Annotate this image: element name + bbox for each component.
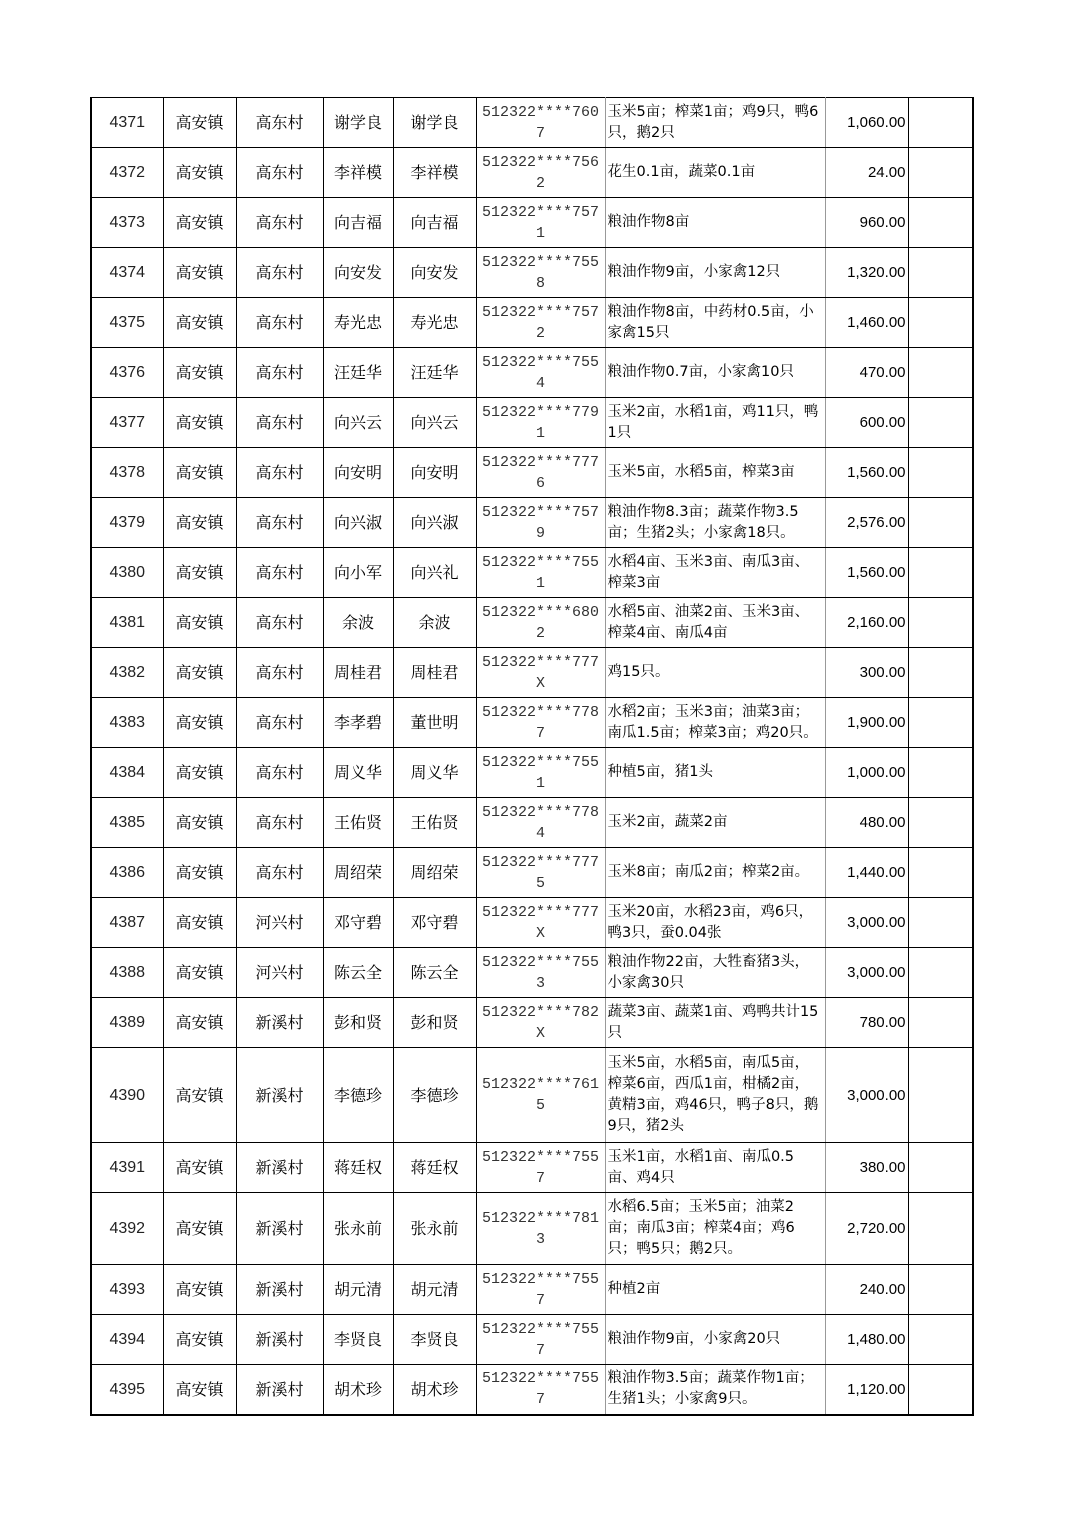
name-cell: 向兴淑 xyxy=(323,498,393,548)
town-cell: 高安镇 xyxy=(163,298,236,348)
name-cell: 胡元清 xyxy=(323,1265,393,1315)
village-cell: 高东村 xyxy=(236,498,323,548)
blank-cell xyxy=(908,848,973,898)
description-cell: 水稻2亩；玉米3亩；油菜3亩；南瓜1.5亩；榨菜3亩；鸡20只。 xyxy=(605,698,825,748)
village-cell: 高东村 xyxy=(236,198,323,248)
description-cell: 花生0.1亩，蔬菜0.1亩 xyxy=(605,148,825,198)
row-number: 4394 xyxy=(91,1315,163,1365)
name-cell: 周绍荣 xyxy=(323,848,393,898)
blank-cell xyxy=(908,498,973,548)
id-number-cell: 512322****777X xyxy=(476,898,605,948)
amount-cell: 780.00 xyxy=(825,998,908,1048)
id-number-cell: 512322****7558 xyxy=(476,248,605,298)
amount-cell: 3,000.00 xyxy=(825,948,908,998)
id-number-cell: 512322****7813 xyxy=(476,1193,605,1265)
description-cell: 粮油作物0.7亩，小家禽10只 xyxy=(605,348,825,398)
amount-cell: 470.00 xyxy=(825,348,908,398)
row-number: 4375 xyxy=(91,298,163,348)
name-cell: 向安发 xyxy=(323,248,393,298)
table-row xyxy=(91,548,973,598)
table-row xyxy=(91,648,973,698)
row-number: 4374 xyxy=(91,248,163,298)
row-number: 4388 xyxy=(91,948,163,998)
id-number-cell: 512322****7784 xyxy=(476,798,605,848)
village-cell: 新溪村 xyxy=(236,998,323,1048)
id-number-cell: 512322****6802 xyxy=(476,598,605,648)
description-cell: 粮油作物8亩，中药材0.5亩，小家禽15只 xyxy=(605,298,825,348)
name-cell: 向兴云 xyxy=(323,398,393,448)
town-cell: 高安镇 xyxy=(163,748,236,798)
id-number-cell: 512322****7554 xyxy=(476,348,605,398)
id-number-cell: 512322****7557 xyxy=(476,1265,605,1315)
name-cell: 李孝碧 xyxy=(323,698,393,748)
table-row xyxy=(91,298,973,348)
row-number: 4389 xyxy=(91,998,163,1048)
blank-cell xyxy=(908,598,973,648)
description-cell: 粮油作物3.5亩；蔬菜作物1亩；生猪1头；小家禽9只。 xyxy=(605,1365,825,1415)
account-holder-cell: 向兴淑 xyxy=(393,498,476,548)
name-cell: 胡术珍 xyxy=(323,1365,393,1415)
town-cell: 高安镇 xyxy=(163,698,236,748)
table-row xyxy=(91,1365,973,1415)
village-cell: 新溪村 xyxy=(236,1265,323,1315)
account-holder-cell: 李德珍 xyxy=(393,1048,476,1143)
table-row xyxy=(91,448,973,498)
amount-cell: 2,720.00 xyxy=(825,1193,908,1265)
id-number-cell: 512322****7557 xyxy=(476,1315,605,1365)
name-cell: 谢学良 xyxy=(323,98,393,148)
row-number: 4371 xyxy=(91,98,163,148)
name-cell: 王佑贤 xyxy=(323,798,393,848)
village-cell: 高东村 xyxy=(236,548,323,598)
blank-cell xyxy=(908,1265,973,1315)
description-cell: 水稻5亩、油菜2亩、玉米3亩、榨菜4亩、南瓜4亩 xyxy=(605,598,825,648)
village-cell: 高东村 xyxy=(236,148,323,198)
table-row xyxy=(91,948,973,998)
name-cell: 彭和贤 xyxy=(323,998,393,1048)
account-holder-cell: 胡术珍 xyxy=(393,1365,476,1415)
table-row xyxy=(91,748,973,798)
amount-cell: 380.00 xyxy=(825,1143,908,1193)
account-holder-cell: 余波 xyxy=(393,598,476,648)
village-cell: 新溪村 xyxy=(236,1365,323,1415)
blank-cell xyxy=(908,398,973,448)
town-cell: 高安镇 xyxy=(163,898,236,948)
amount-cell: 2,576.00 xyxy=(825,498,908,548)
village-cell: 高东村 xyxy=(236,448,323,498)
row-number: 4393 xyxy=(91,1265,163,1315)
id-number-cell: 512322****7579 xyxy=(476,498,605,548)
town-cell: 高安镇 xyxy=(163,598,236,648)
blank-cell xyxy=(908,148,973,198)
amount-cell: 960.00 xyxy=(825,198,908,248)
amount-cell: 24.00 xyxy=(825,148,908,198)
amount-cell: 2,160.00 xyxy=(825,598,908,648)
blank-cell xyxy=(908,1048,973,1143)
table-row xyxy=(91,598,973,648)
village-cell: 新溪村 xyxy=(236,1143,323,1193)
amount-cell: 1,460.00 xyxy=(825,298,908,348)
account-holder-cell: 陈云全 xyxy=(393,948,476,998)
table-row xyxy=(91,1143,973,1193)
blank-cell xyxy=(908,748,973,798)
description-cell: 粮油作物8.3亩；蔬菜作物3.5亩；生猪2头；小家禽18只。 xyxy=(605,498,825,548)
village-cell: 新溪村 xyxy=(236,1315,323,1365)
description-cell: 粮油作物8亩 xyxy=(605,198,825,248)
description-cell: 玉米20亩，水稻23亩，鸡6只，鸭3只，蚕0.04张 xyxy=(605,898,825,948)
id-number-cell: 512322****7615 xyxy=(476,1048,605,1143)
description-cell: 玉米2亩，蔬菜2亩 xyxy=(605,798,825,848)
name-cell: 汪廷华 xyxy=(323,348,393,398)
town-cell: 高安镇 xyxy=(163,98,236,148)
row-number: 4387 xyxy=(91,898,163,948)
id-number-cell: 512322****7776 xyxy=(476,448,605,498)
account-holder-cell: 张永前 xyxy=(393,1193,476,1265)
account-holder-cell: 周义华 xyxy=(393,748,476,798)
amount-cell: 3,000.00 xyxy=(825,898,908,948)
village-cell: 高东村 xyxy=(236,798,323,848)
row-number: 4386 xyxy=(91,848,163,898)
account-holder-cell: 向兴礼 xyxy=(393,548,476,598)
blank-cell xyxy=(908,1315,973,1365)
subsidy-table xyxy=(90,97,974,1416)
account-holder-cell: 蒋廷权 xyxy=(393,1143,476,1193)
name-cell: 蒋廷权 xyxy=(323,1143,393,1193)
id-number-cell: 512322****7553 xyxy=(476,948,605,998)
town-cell: 高安镇 xyxy=(163,1265,236,1315)
description-cell: 玉米5亩，水稻5亩，南瓜5亩，榨菜6亩，西瓜1亩，柑橘2亩，黄精3亩，鸡46只，鸭子8只，鹅9只，猪2头 xyxy=(605,1048,825,1143)
table-row xyxy=(91,848,973,898)
name-cell: 陈云全 xyxy=(323,948,393,998)
town-cell: 高安镇 xyxy=(163,548,236,598)
description-cell: 种植5亩，猪1头 xyxy=(605,748,825,798)
town-cell: 高安镇 xyxy=(163,448,236,498)
town-cell: 高安镇 xyxy=(163,1193,236,1265)
blank-cell xyxy=(908,948,973,998)
row-number: 4390 xyxy=(91,1048,163,1143)
table-row xyxy=(91,1315,973,1365)
town-cell: 高安镇 xyxy=(163,398,236,448)
account-holder-cell: 周桂君 xyxy=(393,648,476,698)
blank-cell xyxy=(908,698,973,748)
amount-cell: 3,000.00 xyxy=(825,1048,908,1143)
account-holder-cell: 董世明 xyxy=(393,698,476,748)
amount-cell: 1,320.00 xyxy=(825,248,908,298)
village-cell: 高东村 xyxy=(236,598,323,648)
account-holder-cell: 向安发 xyxy=(393,248,476,298)
table-row xyxy=(91,1048,973,1143)
blank-cell xyxy=(908,798,973,848)
row-number: 4383 xyxy=(91,698,163,748)
table-row xyxy=(91,398,973,448)
description-cell: 水稻4亩、玉米3亩、南瓜3亩、榨菜3亩 xyxy=(605,548,825,598)
town-cell: 高安镇 xyxy=(163,1143,236,1193)
table-row xyxy=(91,498,973,548)
row-number: 4382 xyxy=(91,648,163,698)
name-cell: 周义华 xyxy=(323,748,393,798)
town-cell: 高安镇 xyxy=(163,148,236,198)
name-cell: 李祥模 xyxy=(323,148,393,198)
village-cell: 高东村 xyxy=(236,748,323,798)
blank-cell xyxy=(908,1193,973,1265)
town-cell: 高安镇 xyxy=(163,1315,236,1365)
table-row xyxy=(91,198,973,248)
account-holder-cell: 向兴云 xyxy=(393,398,476,448)
village-cell: 新溪村 xyxy=(236,1048,323,1143)
description-cell: 玉米5亩；榨菜1亩；鸡9只，鸭6只，鹅2只 xyxy=(605,98,825,148)
town-cell: 高安镇 xyxy=(163,1048,236,1143)
id-number-cell: 512322****7607 xyxy=(476,98,605,148)
id-number-cell: 512322****782X xyxy=(476,998,605,1048)
description-cell: 水稻6.5亩；玉米5亩；油菜2亩；南瓜3亩；榨菜4亩；鸡6只；鸭5只；鹅2只。 xyxy=(605,1193,825,1265)
description-cell: 粮油作物9亩，小家禽12只 xyxy=(605,248,825,298)
table-row xyxy=(91,998,973,1048)
village-cell: 河兴村 xyxy=(236,948,323,998)
row-number: 4377 xyxy=(91,398,163,448)
town-cell: 高安镇 xyxy=(163,948,236,998)
row-number: 4385 xyxy=(91,798,163,848)
blank-cell xyxy=(908,448,973,498)
account-holder-cell: 谢学良 xyxy=(393,98,476,148)
blank-cell xyxy=(908,1365,973,1415)
table-row xyxy=(91,1265,973,1315)
description-cell: 粮油作物9亩，小家禽20只 xyxy=(605,1315,825,1365)
amount-cell: 480.00 xyxy=(825,798,908,848)
row-number: 4376 xyxy=(91,348,163,398)
village-cell: 高东村 xyxy=(236,698,323,748)
name-cell: 邓守碧 xyxy=(323,898,393,948)
village-cell: 河兴村 xyxy=(236,898,323,948)
id-number-cell: 512322****7562 xyxy=(476,148,605,198)
row-number: 4391 xyxy=(91,1143,163,1193)
blank-cell xyxy=(908,298,973,348)
table-row xyxy=(91,798,973,848)
amount-cell: 1,560.00 xyxy=(825,448,908,498)
account-holder-cell: 王佑贤 xyxy=(393,798,476,848)
town-cell: 高安镇 xyxy=(163,1365,236,1415)
name-cell: 李德珍 xyxy=(323,1048,393,1143)
blank-cell xyxy=(908,248,973,298)
name-cell: 寿光忠 xyxy=(323,298,393,348)
blank-cell xyxy=(908,548,973,598)
account-holder-cell: 周绍荣 xyxy=(393,848,476,898)
town-cell: 高安镇 xyxy=(163,648,236,698)
table-body xyxy=(91,98,973,1415)
town-cell: 高安镇 xyxy=(163,848,236,898)
id-number-cell: 512322****7551 xyxy=(476,548,605,598)
description-cell: 玉米5亩，水稻5亩，榨菜3亩 xyxy=(605,448,825,498)
village-cell: 新溪村 xyxy=(236,1193,323,1265)
amount-cell: 1,480.00 xyxy=(825,1315,908,1365)
id-number-cell: 512322****7775 xyxy=(476,848,605,898)
amount-cell: 1,000.00 xyxy=(825,748,908,798)
id-number-cell: 512322****7557 xyxy=(476,1143,605,1193)
blank-cell xyxy=(908,348,973,398)
name-cell: 李贤良 xyxy=(323,1315,393,1365)
account-holder-cell: 李祥模 xyxy=(393,148,476,198)
description-cell: 玉米2亩，水稻1亩，鸡11只，鸭1只 xyxy=(605,398,825,448)
id-number-cell: 512322****7791 xyxy=(476,398,605,448)
town-cell: 高安镇 xyxy=(163,348,236,398)
name-cell: 向小军 xyxy=(323,548,393,598)
village-cell: 高东村 xyxy=(236,248,323,298)
amount-cell: 1,900.00 xyxy=(825,698,908,748)
row-number: 4379 xyxy=(91,498,163,548)
amount-cell: 1,120.00 xyxy=(825,1365,908,1415)
account-holder-cell: 向吉福 xyxy=(393,198,476,248)
table-row xyxy=(91,898,973,948)
village-cell: 高东村 xyxy=(236,848,323,898)
village-cell: 高东村 xyxy=(236,98,323,148)
description-cell: 玉米8亩；南瓜2亩；榨菜2亩。 xyxy=(605,848,825,898)
table-row xyxy=(91,698,973,748)
row-number: 4378 xyxy=(91,448,163,498)
description-cell: 蔬菜3亩、蔬菜1亩、鸡鸭共计15只 xyxy=(605,998,825,1048)
row-number: 4373 xyxy=(91,198,163,248)
name-cell: 张永前 xyxy=(323,1193,393,1265)
account-holder-cell: 寿光忠 xyxy=(393,298,476,348)
id-number-cell: 512322****7557 xyxy=(476,1365,605,1415)
row-number: 4380 xyxy=(91,548,163,598)
id-number-cell: 512322****7551 xyxy=(476,748,605,798)
village-cell: 高东村 xyxy=(236,648,323,698)
account-holder-cell: 胡元清 xyxy=(393,1265,476,1315)
account-holder-cell: 邓守碧 xyxy=(393,898,476,948)
row-number: 4392 xyxy=(91,1193,163,1265)
town-cell: 高安镇 xyxy=(163,998,236,1048)
row-number: 4381 xyxy=(91,598,163,648)
id-number-cell: 512322****7571 xyxy=(476,198,605,248)
name-cell: 向吉福 xyxy=(323,198,393,248)
description-cell: 粮油作物22亩，大牲畜猪3头，小家禽30只 xyxy=(605,948,825,998)
account-holder-cell: 彭和贤 xyxy=(393,998,476,1048)
account-holder-cell: 向安明 xyxy=(393,448,476,498)
name-cell: 周桂君 xyxy=(323,648,393,698)
amount-cell: 1,440.00 xyxy=(825,848,908,898)
row-number: 4372 xyxy=(91,148,163,198)
blank-cell xyxy=(908,1143,973,1193)
name-cell: 向安明 xyxy=(323,448,393,498)
village-cell: 高东村 xyxy=(236,398,323,448)
description-cell: 玉米1亩，水稻1亩、南瓜0.5亩、鸡4只 xyxy=(605,1143,825,1193)
table-row xyxy=(91,1193,973,1265)
table-row xyxy=(91,348,973,398)
description-cell: 种植2亩 xyxy=(605,1265,825,1315)
table-row xyxy=(91,148,973,198)
blank-cell xyxy=(908,98,973,148)
amount-cell: 1,060.00 xyxy=(825,98,908,148)
amount-cell: 600.00 xyxy=(825,398,908,448)
town-cell: 高安镇 xyxy=(163,798,236,848)
blank-cell xyxy=(908,648,973,698)
table-row xyxy=(91,248,973,298)
account-holder-cell: 李贤良 xyxy=(393,1315,476,1365)
town-cell: 高安镇 xyxy=(163,198,236,248)
amount-cell: 240.00 xyxy=(825,1265,908,1315)
row-number: 4395 xyxy=(91,1365,163,1415)
id-number-cell: 512322****777X xyxy=(476,648,605,698)
name-cell: 余波 xyxy=(323,598,393,648)
village-cell: 高东村 xyxy=(236,298,323,348)
village-cell: 高东村 xyxy=(236,348,323,398)
blank-cell xyxy=(908,998,973,1048)
town-cell: 高安镇 xyxy=(163,498,236,548)
account-holder-cell: 汪廷华 xyxy=(393,348,476,398)
table-row xyxy=(91,98,973,148)
amount-cell: 300.00 xyxy=(825,648,908,698)
blank-cell xyxy=(908,898,973,948)
id-number-cell: 512322****7787 xyxy=(476,698,605,748)
id-number-cell: 512322****7572 xyxy=(476,298,605,348)
row-number: 4384 xyxy=(91,748,163,798)
blank-cell xyxy=(908,198,973,248)
amount-cell: 1,560.00 xyxy=(825,548,908,598)
description-cell: 鸡15只。 xyxy=(605,648,825,698)
town-cell: 高安镇 xyxy=(163,248,236,298)
